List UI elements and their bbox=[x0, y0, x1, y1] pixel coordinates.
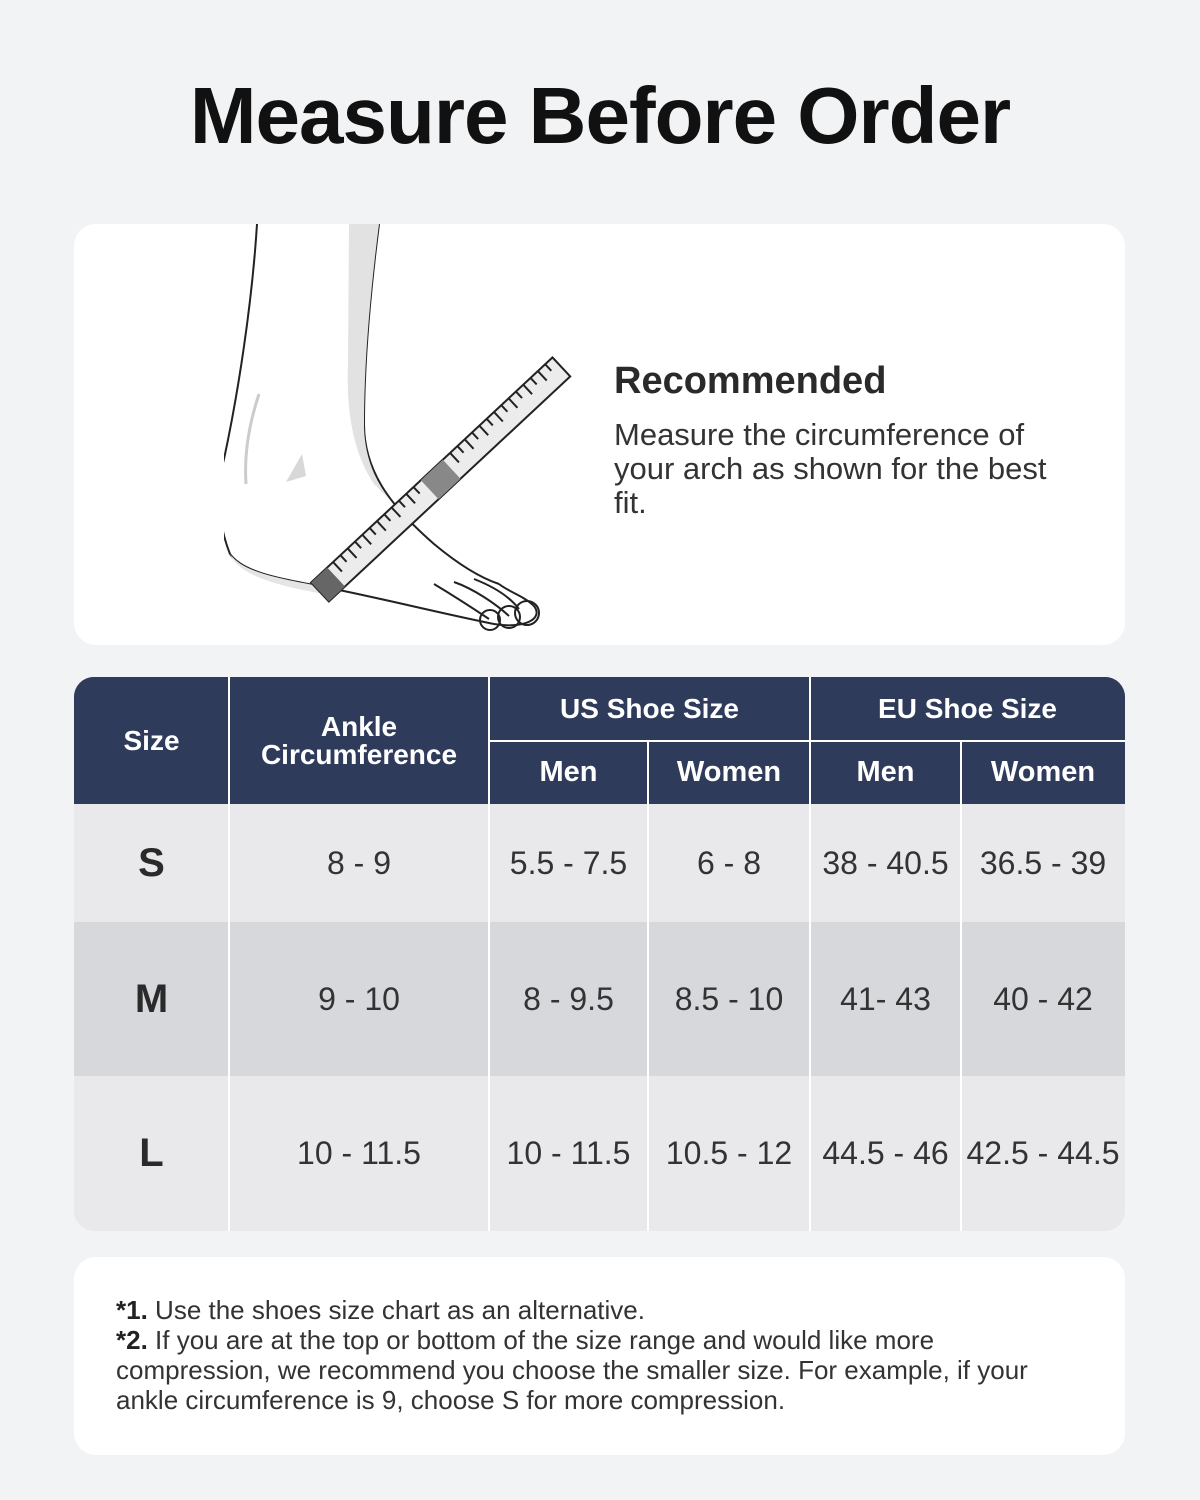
recommended-heading: Recommended bbox=[614, 360, 887, 402]
note-2 bbox=[116, 1325, 1076, 1415]
notes-card bbox=[74, 1257, 1125, 1455]
cell-us-women: 6 - 8 bbox=[696, 844, 762, 881]
note-text: If you are at the top or bottom of the size range and would like more compression, we recommend you choose the smaller size. For example, if your ankle circumference is 9, choose S for more compression. bbox=[116, 1325, 1028, 1415]
foot-measuring-tape-illustration bbox=[224, 224, 624, 645]
column-divider bbox=[647, 741, 649, 1231]
column-divider bbox=[488, 677, 490, 1231]
cell-eu-men: 44.5 - 46 bbox=[822, 1135, 949, 1171]
column-divider bbox=[809, 677, 811, 1231]
cell-eu-women: 40 - 42 bbox=[993, 980, 1093, 1017]
header-us-men: Men bbox=[489, 741, 648, 804]
cell-us-men: 8 - 9.5 bbox=[523, 980, 614, 1017]
cell-us-men: 10 - 11.5 bbox=[506, 1135, 631, 1171]
cell-us-women: 10.5 - 12 bbox=[665, 1135, 793, 1171]
page-title: Measure Before Order bbox=[189, 71, 1011, 160]
measure-card bbox=[74, 224, 1125, 645]
column-divider bbox=[228, 677, 230, 1231]
column-divider bbox=[960, 741, 962, 1231]
cell-eu-men: 41- 43 bbox=[840, 980, 931, 1017]
header-eu-men: Men bbox=[810, 741, 961, 804]
cell-eu-men: 38 - 40.5 bbox=[822, 844, 949, 881]
note-1 bbox=[116, 1295, 1076, 1325]
header-eu-shoe-size: EU Shoe Size bbox=[810, 677, 1125, 740]
header-eu-women: Women bbox=[961, 741, 1125, 804]
cell-ankle: 9 - 10 bbox=[318, 980, 400, 1017]
note-marker: *2. bbox=[116, 1325, 148, 1355]
size-chart-table bbox=[74, 677, 1125, 1231]
cell-ankle: 8 - 9 bbox=[326, 844, 392, 881]
row-divider bbox=[489, 740, 1125, 742]
cell-ankle: 10 - 11.5 bbox=[297, 1135, 421, 1171]
header-us-shoe-size: US Shoe Size bbox=[489, 677, 810, 740]
cell-eu-women: 42.5 - 44.5 bbox=[966, 1135, 1120, 1171]
note-text: Use the shoes size chart as an alternative. bbox=[147, 1295, 645, 1325]
cell-us-men: 5.5 - 7.5 bbox=[509, 844, 628, 881]
cell-us-women: 8.5 - 10 bbox=[674, 980, 784, 1017]
header-size: Size bbox=[74, 677, 229, 804]
recommended-text: Measure the circumference of your arch as shown for the best fit. bbox=[614, 417, 1047, 520]
header-us-women: Women bbox=[648, 741, 810, 804]
cell-size: L bbox=[139, 1131, 164, 1175]
cell-size: S bbox=[138, 840, 165, 885]
header-ankle-circumference: Ankle Circumference bbox=[229, 677, 489, 804]
note-marker: *1. bbox=[116, 1295, 148, 1325]
cell-eu-women: 36.5 - 39 bbox=[979, 844, 1107, 881]
cell-size: M bbox=[134, 976, 169, 1021]
